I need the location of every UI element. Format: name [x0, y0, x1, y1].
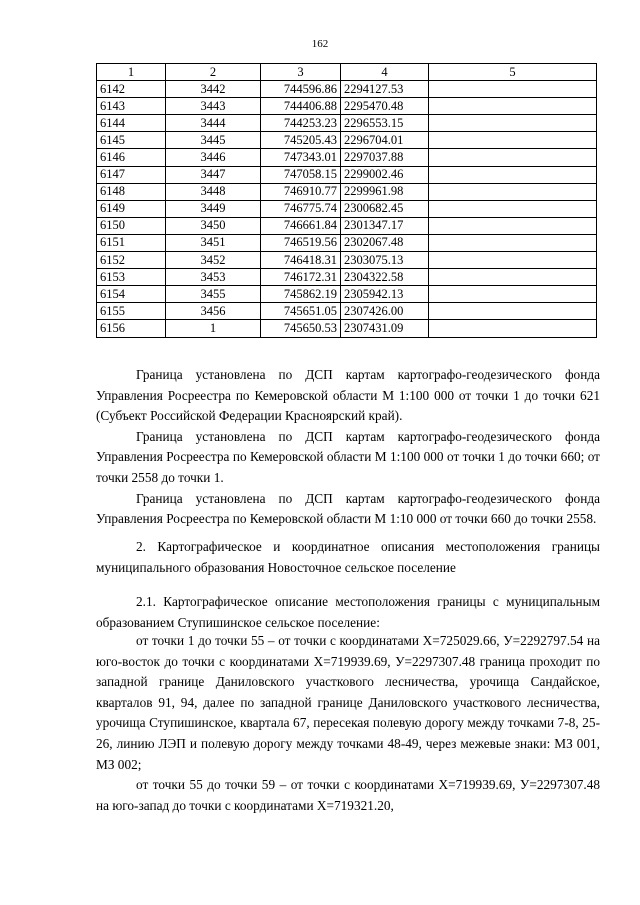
boundary-note-paragraph: Граница установлена по ДСП картам картографо-геодезического фонда Управления Росреестра по Кемеровской области М 1:100 000 от точки 1 до точки 621 (Субъект Российской Федерации Красноярский край).: [96, 367, 600, 424]
table-cell: 746775.74: [261, 200, 341, 217]
table-cell: [429, 166, 597, 183]
table-cell: 744596.86: [261, 81, 341, 98]
section-2-1-heading: 2.1. Картографическое описание местоположения границы с муниципальным образованием Ступишинское сельское поселение:: [96, 594, 600, 630]
table-cell: 2296553.15: [341, 115, 429, 132]
table-cell: 2307431.09: [341, 320, 429, 337]
table-cell: [429, 252, 597, 269]
section-2-heading: 2. Картографическое и координатное описания местоположения границы муниципального образования Новосточное сельское поселение: [96, 539, 600, 575]
table-cell: 2302067.48: [341, 234, 429, 251]
table-cell: 746519.56: [261, 234, 341, 251]
table-row: [97, 183, 597, 200]
table-cell: 3448: [166, 183, 261, 200]
table-cell: 746910.77: [261, 183, 341, 200]
table-row: [97, 320, 597, 337]
table-cell: 3443: [166, 98, 261, 115]
table-cell: 6156: [97, 320, 166, 337]
table-cell: [429, 81, 597, 98]
table-row: [97, 98, 597, 115]
table-cell: 2296704.01: [341, 132, 429, 149]
table-cell: 2305942.13: [341, 286, 429, 303]
table-cell: 745862.19: [261, 286, 341, 303]
table-cell: 3447: [166, 166, 261, 183]
table-cell: 3455: [166, 286, 261, 303]
table-cell: 6153: [97, 269, 166, 286]
table-cell: [429, 234, 597, 251]
table-cell: 745205.43: [261, 132, 341, 149]
table-header-row: [97, 64, 597, 81]
boundary-notes: [96, 365, 600, 530]
column-header: 1: [97, 64, 166, 81]
table-cell: 3450: [166, 217, 261, 234]
table-cell: 2299002.46: [341, 166, 429, 183]
table-cell: 745650.53: [261, 320, 341, 337]
table-cell: 2301347.17: [341, 217, 429, 234]
table-cell: 6151: [97, 234, 166, 251]
table-cell: 3442: [166, 81, 261, 98]
table-cell: 3446: [166, 149, 261, 166]
section-heading: [96, 537, 600, 578]
table-cell: [429, 303, 597, 320]
table-row: [97, 286, 597, 303]
table-cell: 6146: [97, 149, 166, 166]
boundary-description: [96, 631, 600, 816]
table-row: [97, 252, 597, 269]
subsection-heading: [96, 592, 600, 633]
table-cell: 3456: [166, 303, 261, 320]
boundary-note-paragraph: Граница установлена по ДСП картам картографо-геодезического фонда Управления Росреестра по Кемеровской области М 1:100 000 от точки 1 до точки 660; от точки 2558 до точки 1.: [96, 428, 600, 485]
table-row: [97, 115, 597, 132]
table-cell: 3445: [166, 132, 261, 149]
table-cell: 744406.88: [261, 98, 341, 115]
boundary-note-paragraph: Граница установлена по ДСП картам картографо-геодезического фонда Управления Росреестра по Кемеровской области М 1:10 000 от точки 660 до точки 2558.: [96, 490, 600, 527]
table-cell: 2295470.48: [341, 98, 429, 115]
table-cell: [429, 115, 597, 132]
table-cell: 746172.31: [261, 269, 341, 286]
table-cell: 744253.23: [261, 115, 341, 132]
table-cell: [429, 286, 597, 303]
table-cell: 2294127.53: [341, 81, 429, 98]
table-row: [97, 81, 597, 98]
description-paragraph: от точки 55 до точки 59 – от точки с координатами Х=719939.69, У=2297307.48 на юго-запад до точки с координатами Х=719321.20,: [96, 777, 600, 813]
table-cell: 745651.05: [261, 303, 341, 320]
table-cell: 3452: [166, 252, 261, 269]
table-cell: 6155: [97, 303, 166, 320]
table-cell: [429, 217, 597, 234]
table-cell: 2303075.13: [341, 252, 429, 269]
table-cell: 6142: [97, 81, 166, 98]
table-cell: 746418.31: [261, 252, 341, 269]
table-cell: 6152: [97, 252, 166, 269]
table-cell: [429, 132, 597, 149]
table-row: [97, 166, 597, 183]
coordinates-table: [96, 63, 597, 338]
table-cell: [429, 149, 597, 166]
table-cell: 747058.15: [261, 166, 341, 183]
table-row: [97, 217, 597, 234]
column-header: 3: [261, 64, 341, 81]
table-cell: 6144: [97, 115, 166, 132]
table-cell: 6149: [97, 200, 166, 217]
table-cell: 6148: [97, 183, 166, 200]
table-cell: 3444: [166, 115, 261, 132]
table-cell: [429, 269, 597, 286]
column-header: 5: [429, 64, 597, 81]
column-header: 4: [341, 64, 429, 81]
table-cell: 2307426.00: [341, 303, 429, 320]
table-cell: 3451: [166, 234, 261, 251]
table-cell: 747343.01: [261, 149, 341, 166]
table-cell: 6143: [97, 98, 166, 115]
table-row: [97, 132, 597, 149]
table-cell: [429, 320, 597, 337]
table-cell: [429, 183, 597, 200]
table-cell: [429, 98, 597, 115]
table-cell: 2299961.98: [341, 183, 429, 200]
table-row: [97, 234, 597, 251]
description-paragraph: от точки 1 до точки 55 – от точки с координатами Х=725029.66, У=2292797.54 на юго-восток до точки с координатами Х=719939.69, У=2297307.48 граница проходит по западной границе Даниловского участкового лесничества, урочища Сандайское, кварталов 91, 94, далее по западной границе Даниловского участкового лесничества, урочища Ступишинское, квартала 67, пересекая полевую дорогу между точками 7-8, 25-26, линию ЛЭП и полевую дорогу между точками 48-49, через межевые знаки: МЗ 001, МЗ 002;: [96, 633, 600, 772]
table-cell: 2304322.58: [341, 269, 429, 286]
table-cell: 3449: [166, 200, 261, 217]
table-cell: 2300682.45: [341, 200, 429, 217]
column-header: 2: [166, 64, 261, 81]
table-row: [97, 303, 597, 320]
table-cell: 1: [166, 320, 261, 337]
table-row: [97, 269, 597, 286]
table-cell: 6147: [97, 166, 166, 183]
page-number: 162: [311, 38, 329, 50]
table-cell: 6154: [97, 286, 166, 303]
table-cell: 746661.84: [261, 217, 341, 234]
table-row: [97, 149, 597, 166]
table-cell: 6145: [97, 132, 166, 149]
table-cell: 2297037.88: [341, 149, 429, 166]
table-cell: 6150: [97, 217, 166, 234]
table-cell: [429, 200, 597, 217]
table-cell: 3453: [166, 269, 261, 286]
table-row: [97, 200, 597, 217]
